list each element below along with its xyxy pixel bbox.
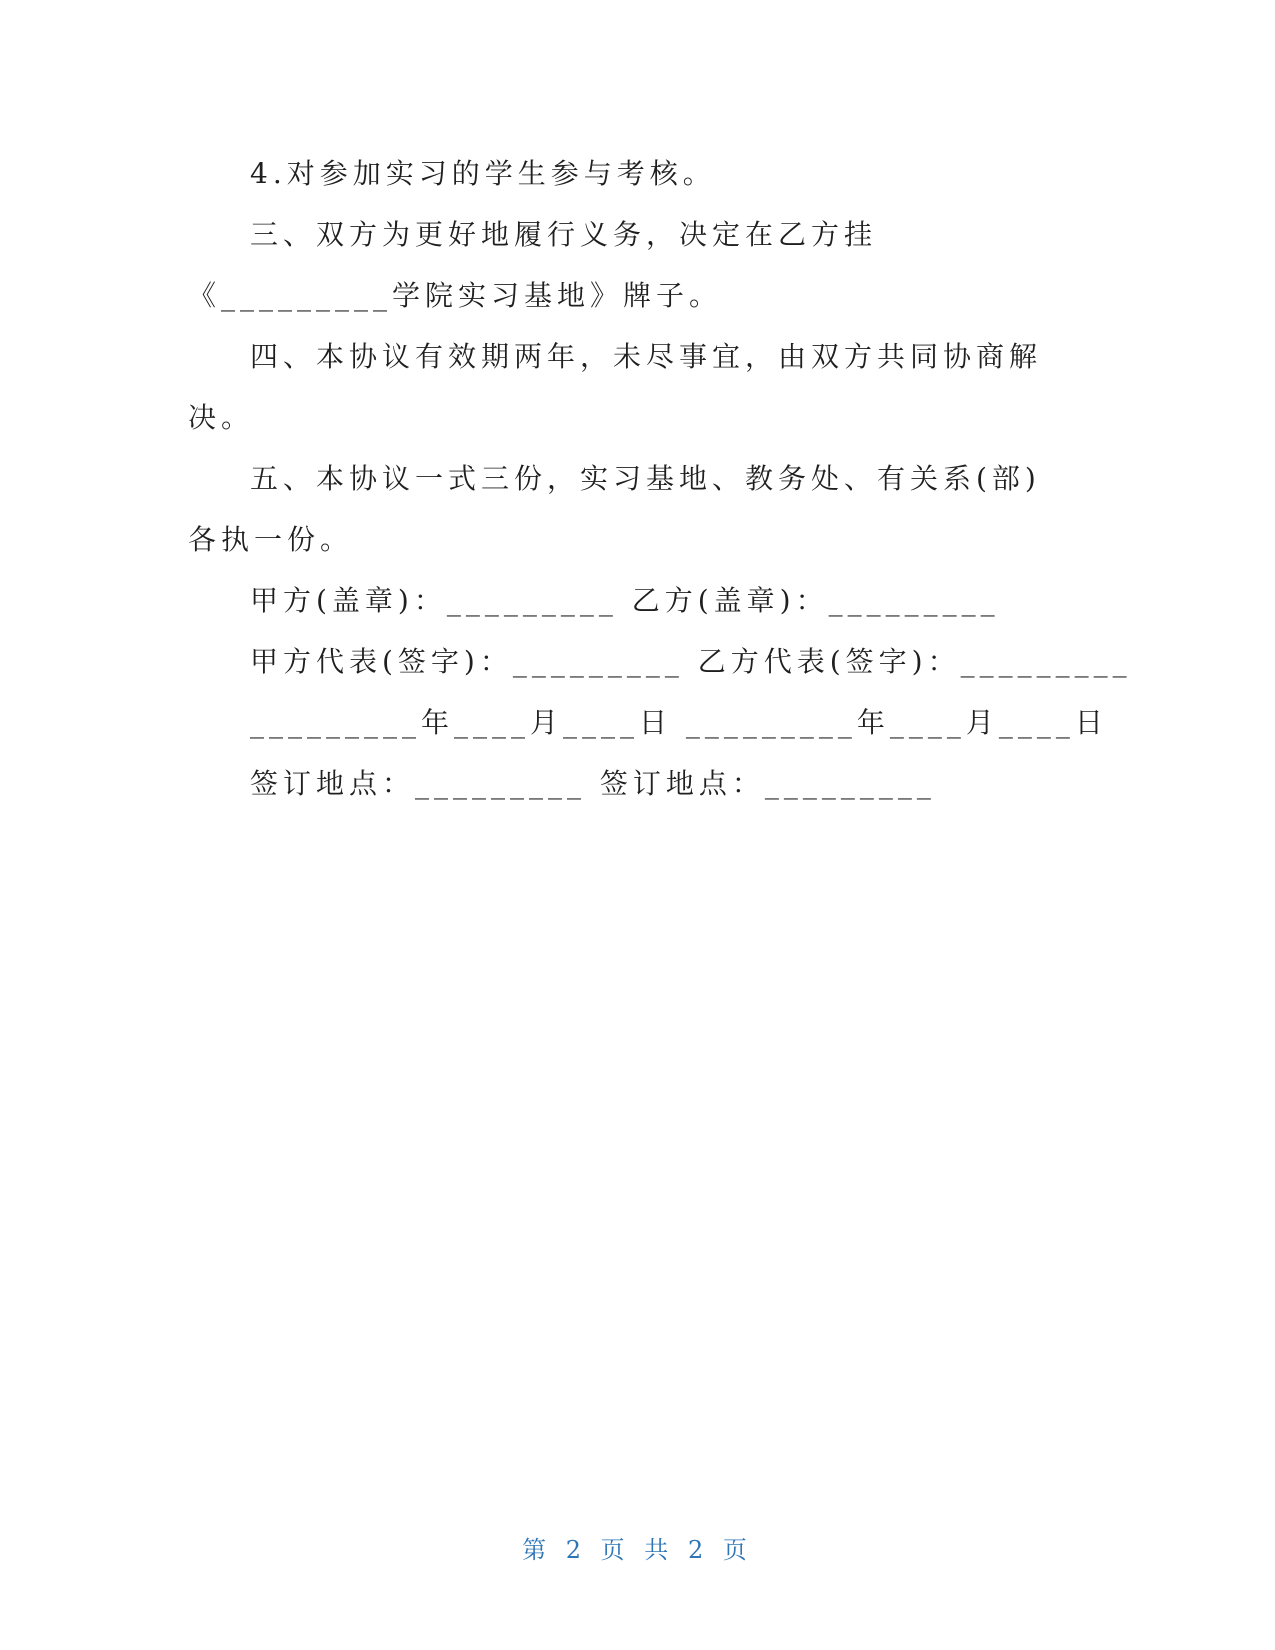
date-line: _________年____月____日 _________年____月____日 bbox=[250, 706, 1108, 739]
representative-signature-line: 甲方代表(签字)：_________ 乙方代表(签字)：_________ bbox=[250, 645, 1132, 678]
signing-place-line: 签订地点：_________ 签订地点：_________ bbox=[250, 767, 936, 800]
document-body bbox=[188, 143, 1132, 814]
paragraph-assessment: 4.对参加实习的学生参与考核。 bbox=[250, 157, 716, 190]
paragraph-article-3: 三、双方为更好地履行义务，决定在乙方挂《_________学院实习基地》牌子。 bbox=[188, 218, 878, 312]
seal-signature-line: 甲方(盖章)：_________ 乙方(盖章)：_________ bbox=[250, 584, 1000, 617]
paragraph-article-5: 五、本协议一式三份，实习基地、教务处、有关系(部)各执一份。 bbox=[188, 462, 1041, 556]
paragraph-article-4: 四、本协议有效期两年，未尽事宜，由双方共同协商解决。 bbox=[188, 340, 1043, 434]
page-number-footer: 第 2 页 共 2 页 bbox=[522, 1536, 753, 1564]
